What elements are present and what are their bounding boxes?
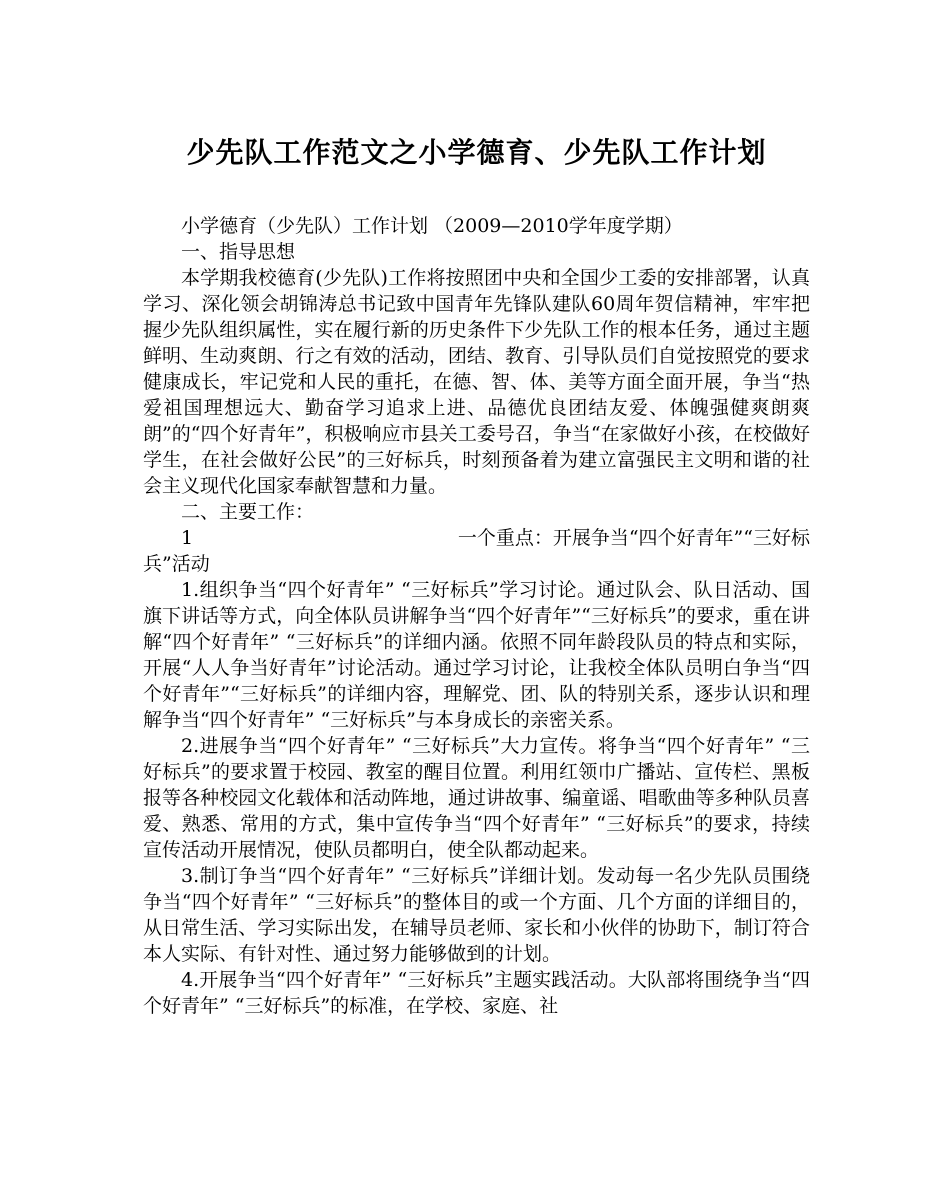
document-body: [143, 213, 810, 1019]
work-item-paragraph: 3.制订争当“四个好青年” “三好标兵”详细计划。发动每一名少先队员围绕争当“四个好青年” “三好标兵”的整体目的或一个方面、几个方面的详细目的，从日常生活、学习实际出发，在辅导员老师、家长和小伙伴的协助下，制订符合本人实际、有针对性、通过努力能够做到的计划。: [143, 865, 810, 965]
work-item-paragraph: 1.组织争当“四个好青年” “三好标兵”学习讨论。通过队会、队日活动、国旗下讲话等方式，向全体队员讲解争当“四个好青年”“三好标兵”的要求，重在讲解“四个好青年” “三好标兵”的详细内涵。依照不同年龄段队员的特点和实际，开展“人人争当好青年”讨论活动。通过学习讨论，让我校全体队员明白争当“四个好青年”“三好标兵”的详细内容，理解党、团、队的特别关系，逐步认识和理解争当“四个好青年” “三好标兵”与本身成长的亲密关系。: [143, 579, 810, 731]
work-item-paragraph: 4.开展争当“四个好青年” “三好标兵”主题实践活动。大队部将围绕争当“四个好青年” “三好标兵”的标准，在学校、家庭、社: [143, 969, 810, 1017]
key-point-text: 一个重点：开展争当“四个好青年”“三好标: [457, 527, 810, 549]
guiding-thought-paragraph: 本学期我校德育(少先队)工作将按照团中央和全国少工委的安排部署，认真学习、深化领会胡锦涛总书记致中国青年先锋队建队60周年贺信精神，牢牢把握少先队组织属性，实在履行新的历史条件下少先队工作的根本任务，通过主题鲜明、生动爽朗、行之有效的活动，团结、教育、引导队员们自觉按照党的要求健康成长，牢记党和人民的重托，在德、智、体、美等方面全面开展，争当“热爱祖国理想远大、勤奋学习追求上进、品德优良团结友爱、体魄强健爽朗爽朗”的“四个好青年”，积极响应市县关工委号召，争当“在家做好小孩，在校做好学生，在社会做好公民”的三好标兵，时刻预备着为建立富强民主文明和谐的社会主义现代化国家奉献智慧和力量。: [143, 267, 810, 497]
work-item-paragraph: 2.进展争当“四个好青年” “三好标兵”大力宣传。将争当“四个好青年” “三好标兵”的要求置于校园、教室的醒目位置。利用红领巾广播站、宣传栏、黑板报等各种校园文化载体和活动阵地，通过讲故事、编童谣、唱歌曲等多种队员喜爱、熟悉、常用的方式，集中宣传争当“四个好青年” “三好标兵”的要求，持续宣传活动开展情况，使队员都明白，使全队都动起来。: [143, 735, 810, 861]
key-point-number: 1: [181, 527, 194, 549]
document-title: 少先队工作范文之小学德育、少先队工作计划: [186, 136, 767, 169]
key-point-line: [143, 525, 810, 551]
section-heading-guiding-thought: 一、指导思想: [181, 241, 296, 263]
plan-subtitle: 小学德育（少先队）工作计划 （2009—2010学年度学期）: [181, 215, 683, 237]
key-point-continuation: 兵”活动: [143, 553, 210, 575]
section-heading-main-work: 二、主要工作：: [181, 501, 315, 523]
